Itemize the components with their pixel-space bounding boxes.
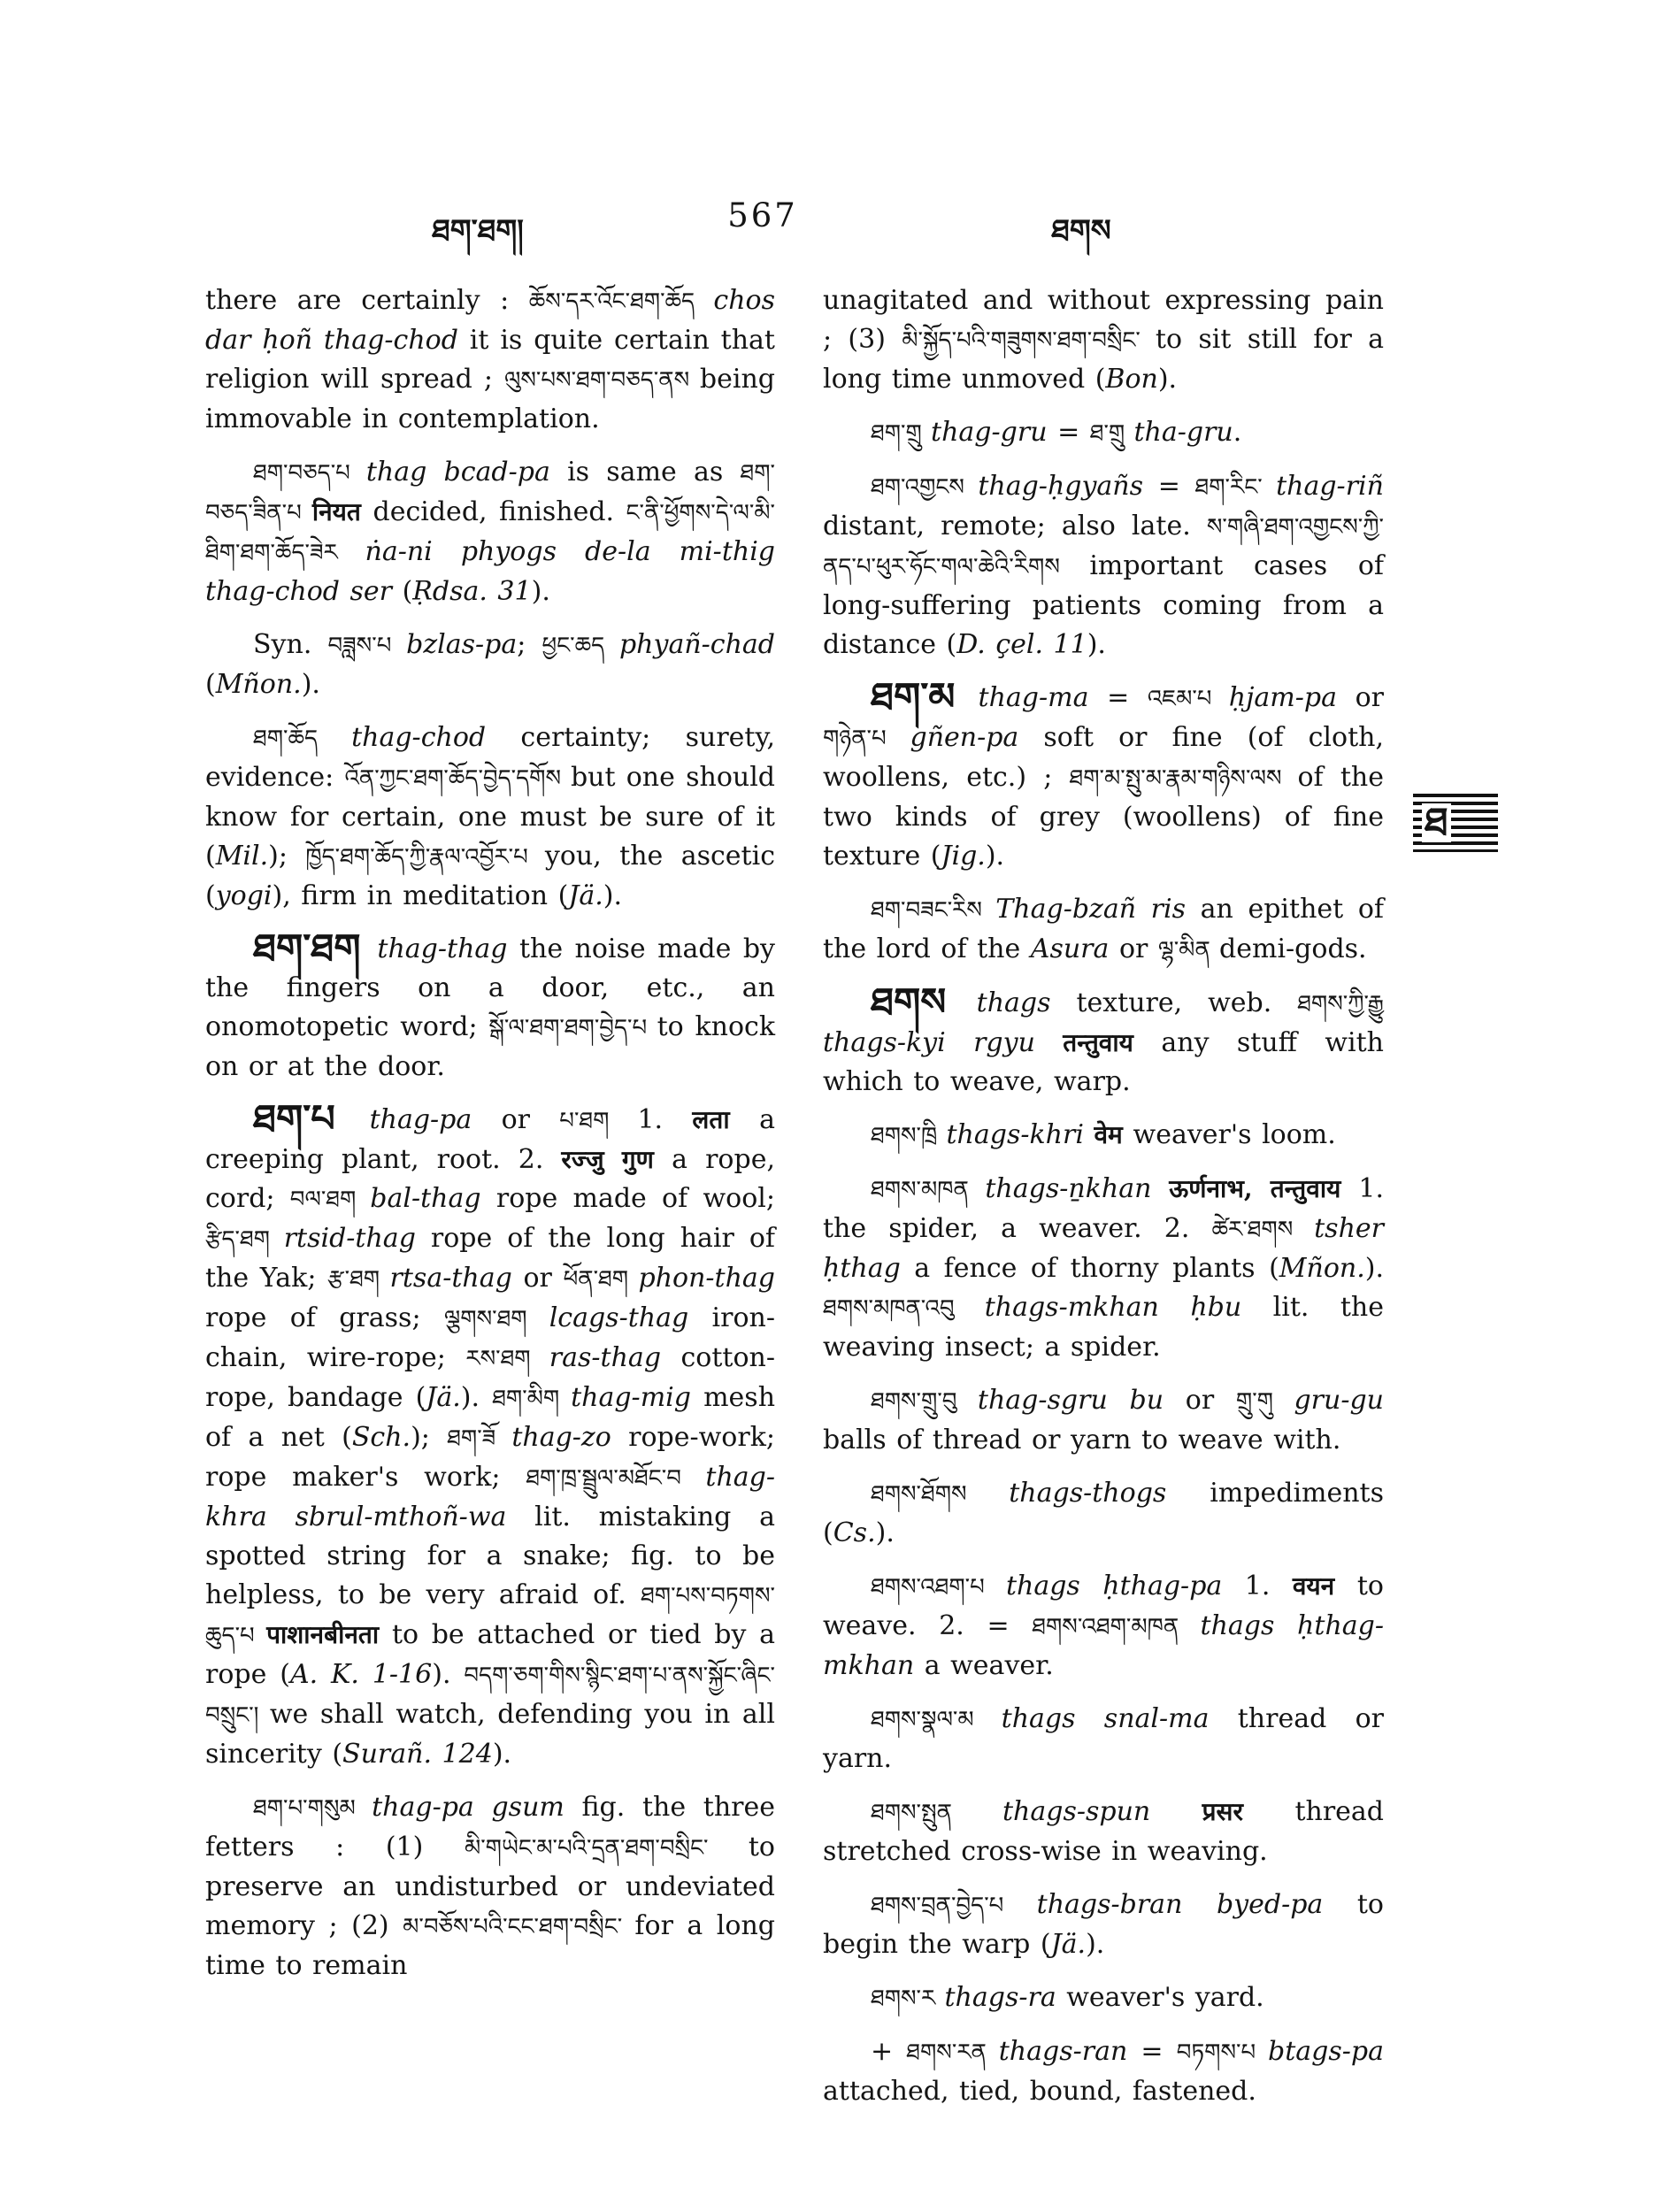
dictionary-paragraph <box>823 413 1384 453</box>
definition-text: ). <box>460 1382 493 1413</box>
definition-text: we shall watch, defending you in all sincerity ( <box>205 1699 775 1770</box>
transliteration: thags-mkhan ḥbu <box>984 1292 1273 1323</box>
transliteration: Thag-bzañ ris <box>995 894 1201 925</box>
tibetan-text: བལ་ཐག <box>289 1187 371 1213</box>
definition-text: a creeping plant, root. 2. <box>205 1104 775 1175</box>
definition-text: rope of grass; <box>205 1302 444 1333</box>
tibetan-text: གཉེན་པ <box>823 726 910 752</box>
transliteration: thags-ran <box>998 2036 1128 2067</box>
definition-text: decided, finished. <box>373 496 626 527</box>
tibetan-headword: ཐག་པ <box>253 1097 370 1141</box>
definition-text: rope of the long hair of the Yak; <box>205 1223 775 1294</box>
transliteration: thag-pa <box>369 1104 502 1135</box>
transliteration: thags-khri <box>946 1119 1094 1150</box>
transliteration: thag bcad-pa <box>365 457 568 488</box>
dictionary-paragraph <box>823 980 1384 1102</box>
transliteration: thag-mig <box>571 1382 704 1413</box>
tibetan-text: ཐགས་ཀྱི་རྒྱུ <box>1297 991 1384 1018</box>
transliteration: ṅa-ni phyogs de-la mi-thig thag-chod ser <box>205 536 775 607</box>
transliteration: gñen-pa <box>910 722 1044 753</box>
transliteration: Ṛdsa. 31 <box>412 576 532 607</box>
dictionary-paragraph <box>205 1788 775 1985</box>
definition-text: to preserve an undisturbed or undeviated memory ; (2) <box>205 1832 775 1941</box>
definition-text: rope-work; rope maker's work; <box>205 1422 775 1493</box>
tibetan-text: ཐགས་རན <box>906 2039 999 2066</box>
tibetan-headword: ཐག་མ <box>871 675 979 719</box>
tibetan-text: མ་བཅོས་པའི་ངང་ཐག་བསྲིང་ <box>403 1914 635 1940</box>
definition-text: certainty; surety, evidence: <box>205 722 775 793</box>
tibetan-text: ཐགས་བྲན་བྱེད་པ <box>871 1893 1037 1919</box>
definition-text: iron-chain, wire-rope; <box>205 1302 775 1373</box>
transliteration: ras-thag <box>549 1342 681 1373</box>
tibetan-text: པ་ཐག <box>559 1108 638 1134</box>
transliteration: thags ḥthag-pa <box>1005 1571 1245 1601</box>
tibetan-text: ཐག་ཆོད <box>253 726 352 752</box>
tibetan-text: ཐགས་ར <box>871 1985 945 2012</box>
definition-text: ). <box>432 1659 465 1690</box>
definition-text: a rope, cord; <box>205 1144 775 1214</box>
definition-text: being immovable in contemplation. <box>205 364 775 434</box>
transliteration: bzlas-pa <box>406 629 518 660</box>
transliteration: thags-ra <box>944 1982 1067 2013</box>
definition-text: impediments ( <box>823 1478 1385 1548</box>
dictionary-paragraph <box>205 626 775 704</box>
transliteration: thag-ma <box>978 682 1089 713</box>
tibetan-headword: ཐགས <box>871 980 977 1025</box>
transliteration: thag-sgru bu <box>977 1385 1186 1416</box>
tibetan-text: འཇམ་པ <box>1147 686 1229 712</box>
definition-text: ). <box>1364 1253 1384 1284</box>
transliteration: thag-riñ <box>1276 471 1384 502</box>
tibetan-text: ཐག་བཅད་ཟིན་པ <box>205 460 775 526</box>
definition-text: unagitated and without expressing pain ; (3) <box>823 285 1384 355</box>
definition-text: ); <box>268 841 306 872</box>
sanskrit-text: रज्जु गुण <box>561 1145 672 1174</box>
dictionary-paragraph <box>823 1116 1384 1156</box>
definition-text: = <box>1088 682 1148 713</box>
sanskrit-text: लता <box>692 1105 760 1134</box>
definition-text: to begin the warp ( <box>823 1889 1384 1960</box>
dictionary-paragraph <box>205 926 775 1087</box>
tibetan-text: རས་ཐག <box>465 1346 549 1372</box>
definition-text: or <box>501 1104 560 1135</box>
transliteration: Jig. <box>941 841 986 872</box>
tibetan-text: མི་གཡེང་མ་པའི་དྲན་ཐག་བསྲིང་ <box>464 1835 749 1862</box>
definition-text: ). <box>1086 1929 1105 1960</box>
definition-text: distant, remote; also late. <box>823 511 1207 541</box>
definition-text: cotton-rope, bandage ( <box>205 1342 775 1413</box>
tibetan-text: ཕོན་ཐག <box>563 1266 639 1293</box>
definition-text: ). <box>492 1739 512 1770</box>
transliteration: tha-gru <box>1133 417 1233 448</box>
tibetan-text: ལུས་པས་ཐག་བཅད་ནས <box>504 367 700 394</box>
definition-text: a fence of thorny plants ( <box>914 1253 1279 1284</box>
sanskrit-text: पाशानबीनता <box>266 1620 392 1649</box>
sanskrit-text: प्रसर <box>1202 1797 1295 1826</box>
sanskrit-text: तन्तुवाय <box>1063 1028 1162 1057</box>
definition-text: lit. the weaving insect; a spider. <box>823 1292 1384 1363</box>
tibetan-text: རྩ་ཐག <box>327 1266 390 1293</box>
header-left-keyword: ཐག་ཐག། <box>432 213 524 249</box>
definition-text: ). <box>1087 629 1106 660</box>
tibetan-text: ཐགས་ཁྲི <box>871 1123 947 1149</box>
dictionary-paragraph <box>823 281 1384 399</box>
dictionary-paragraph <box>205 281 775 439</box>
definition-text: for a long time to remain <box>205 1910 775 1981</box>
tibetan-text: བཏགས་པ <box>1176 2039 1269 2066</box>
transliteration: thag-thag <box>377 933 519 964</box>
transliteration: thag-gru <box>931 417 1048 448</box>
tibetan-text: ཐགས་མཁན་འབུ <box>823 1295 985 1322</box>
tibetan-text: གྲུ་གུ <box>1235 1388 1294 1415</box>
tibetan-text: ཆོས་དར་འོང་ཐག་ཆོད <box>528 288 714 315</box>
definition-text: ; <box>517 629 542 660</box>
definition-text: 1. <box>1244 1571 1293 1601</box>
dictionary-paragraph <box>823 1700 1384 1778</box>
thumb-tab-letter: ཐ <box>1422 803 1451 842</box>
transliteration: yogi <box>215 880 273 911</box>
transliteration: thags-ṉkhan <box>985 1173 1170 1204</box>
definition-text: = <box>1143 471 1195 502</box>
page-number: 567 <box>727 196 798 234</box>
right-column <box>823 281 1384 2125</box>
definition-text: to weave. 2. = <box>823 1571 1384 1641</box>
transliteration: gru-gu <box>1294 1385 1384 1416</box>
sanskrit-text: वेम <box>1094 1120 1133 1149</box>
definition-text: or <box>1118 933 1158 964</box>
definition-text: thread stretched cross-wise in weaving. <box>823 1796 1385 1867</box>
definition-text: the noise made by the fingers on a door, etc., an onomotopetic word; <box>205 933 775 1042</box>
definition-text: 1. <box>637 1104 693 1135</box>
definition-text: to be attached or tied by a rope ( <box>205 1619 775 1690</box>
transliteration: Jä. <box>1050 1929 1087 1960</box>
tibetan-text: ཐགས་མཁན <box>871 1177 986 1203</box>
dictionary-paragraph <box>823 890 1384 970</box>
transliteration: thags-bran byed-pa <box>1036 1889 1357 1920</box>
transliteration: btags-pa <box>1268 2036 1384 2067</box>
tibetan-text: བདག་ཅག་གིས་སྙིང་ཐག་པ་ནས་སྐྱོང་ཞིང་བསྲུང་། <box>205 1663 775 1729</box>
transliteration: lcags-thag <box>549 1302 712 1333</box>
definition-text: lit. mistaking a spotted string for a snake; fig. to be helpless, to be very afraid of. <box>205 1502 775 1610</box>
dictionary-paragraph <box>205 718 775 916</box>
tibetan-text: བཟླས་པ <box>327 633 407 659</box>
transliteration: tsher ḥthag <box>823 1213 1384 1284</box>
tibetan-text: ཐགས་སྣལ་མ <box>871 1707 1002 1733</box>
definition-text: it is quite certain that religion will spread ; <box>205 325 775 395</box>
transliteration: A. K. 1-16 <box>289 1659 433 1690</box>
definition-text: an epithet of the lord of the <box>823 894 1384 964</box>
definition-text: + <box>871 2036 907 2067</box>
sanskrit-text: नियत <box>311 497 373 526</box>
definition-text: ( <box>402 576 413 607</box>
tibetan-text: མི་སྐྱོད་པའི་གཟུགས་ཐག་བསྲིང་ <box>902 327 1156 354</box>
definition-text: attached, tied, bound, fastened. <box>823 2076 1256 2107</box>
dictionary-paragraph <box>823 2032 1384 2111</box>
tibetan-text: ཐག་བཟང་རིས <box>871 897 996 924</box>
tibetan-text: རྩིད་ཐག <box>205 1226 284 1253</box>
tibetan-text: ས་གཞི་ཐག་འགྱངས་ཀྱི་ནད་པ་ཕུར་ཧོང་གལ་ཆེའི་རིགས <box>823 514 1384 580</box>
transliteration: thag-zo <box>511 1422 629 1453</box>
transliteration: Bon <box>1105 364 1158 395</box>
tibetan-text: ཐགས་སྤུན <box>871 1800 1002 1826</box>
definition-text: ( <box>205 669 216 700</box>
dictionary-paragraph <box>823 1978 1384 2018</box>
definition-text: or <box>1185 1385 1236 1416</box>
definition-text: to sit still for a long time unmoved ( <box>823 324 1384 395</box>
tibetan-text: ཐག་འགྱངས <box>871 474 979 501</box>
dictionary-paragraph <box>823 1170 1384 1367</box>
tibetan-text: ཐག་བཅད་པ <box>253 460 366 487</box>
definition-text: fig. the three fetters : (1) <box>205 1792 775 1863</box>
tibetan-headword: ཐག་ཐག <box>253 926 378 971</box>
definition-text: any stuff with which to weave, warp. <box>823 1027 1384 1097</box>
definition-text: of the two kinds of grey (woollens) of fine texture ( <box>823 762 1384 872</box>
tibetan-text: ཐག་པ་གསུམ <box>253 1795 373 1822</box>
transliteration: rtsa-thag <box>389 1263 524 1294</box>
definition-text: ). <box>603 880 623 911</box>
sanskrit-text: ऊर्णनाभ, तन्तुवाय <box>1169 1174 1359 1203</box>
dictionary-paragraph <box>823 1567 1384 1686</box>
definition-text: 1. the spider, a weaver. 2. <box>823 1173 1384 1244</box>
tibetan-text: ཕྱང་ཆད <box>541 633 619 659</box>
tibetan-text: ཐག་མིག <box>492 1386 572 1412</box>
dictionary-paragraph <box>823 1886 1384 1964</box>
transliteration: thag-khra sbrul-mthoñ-wa <box>205 1462 776 1532</box>
definition-text: = <box>1127 2036 1177 2067</box>
definition-text: weaver's loom. <box>1133 1119 1336 1150</box>
definition-text: to knock on or at the door. <box>205 1011 775 1082</box>
dictionary-paragraph <box>205 1097 776 1774</box>
tibetan-text: ཐག་མ་སྤུ་མ་རྣམ་གཉིས་ལས <box>1069 765 1298 792</box>
tibetan-text: ཐགས་གྲུ་བུ <box>871 1388 978 1415</box>
dictionary-paragraph <box>823 467 1384 664</box>
transliteration: rtsid-thag <box>283 1223 431 1254</box>
transliteration: thags-thogs <box>1009 1478 1210 1509</box>
definition-text: is same as <box>567 457 741 488</box>
tibetan-text: ཐག་པས་བཏགས་ཆུད་པ <box>205 1583 775 1649</box>
dictionary-paragraph <box>823 1381 1384 1460</box>
transliteration: D. çel. 11 <box>956 629 1087 660</box>
definition-text: ), firm in meditation ( <box>272 880 569 911</box>
tibetan-text: ཐ་གྲུ <box>1089 420 1134 447</box>
dictionary-paragraph <box>823 1474 1384 1553</box>
transliteration: Sch. <box>351 1422 411 1453</box>
definition-text: ); <box>411 1422 448 1453</box>
definition-text: ). <box>985 841 1005 872</box>
margin-thumb-tab <box>1413 794 1498 852</box>
tibetan-text: ཁྱོད་ཐག་ཆོད་ཀྱི་རྣལ་འབྱོར་པ <box>305 844 545 871</box>
transliteration: bal-thag <box>370 1183 496 1214</box>
definition-text: thread or yarn. <box>823 1703 1384 1774</box>
definition-text: there are certainly : <box>205 285 529 316</box>
definition-text: demi-gods. <box>1219 933 1367 964</box>
definition-text: rope made of wool; <box>495 1183 775 1214</box>
tibetan-text: ཚེར་ཐགས <box>1211 1217 1315 1243</box>
transliteration: phon-thag <box>638 1263 775 1294</box>
definition-text: = <box>1047 417 1090 448</box>
transliteration: phyañ-chad <box>618 629 775 660</box>
definition-text: or <box>1355 682 1384 713</box>
transliteration: Mñon. <box>215 669 302 700</box>
transliteration: Surañ. 124 <box>342 1739 493 1770</box>
transliteration: thag-ḥgyañs <box>978 471 1144 502</box>
header-right-keyword: ཐགས <box>1051 213 1111 249</box>
transliteration: chos dar ḥoñ thag-chod <box>205 285 775 356</box>
definition-text: or <box>523 1263 564 1294</box>
definition-text: mesh of a net ( <box>205 1382 776 1453</box>
definition-text: you, the ascetic ( <box>205 841 775 911</box>
transliteration: Mil. <box>215 841 269 872</box>
transliteration: thags snal-ma <box>1001 1703 1238 1734</box>
dictionary-paragraph <box>823 675 1384 876</box>
tibetan-text: ཐག་ཟོ <box>447 1425 512 1452</box>
tibetan-text: འོན་ཀྱང་ཐག་ཆོད་བྱེད་དགོས <box>344 765 571 792</box>
transliteration: ḥjam-pa <box>1228 682 1356 713</box>
left-column <box>205 281 775 2000</box>
dictionary-paragraph <box>823 1793 1384 1871</box>
transliteration: Asura <box>1030 933 1119 964</box>
definition-text: ). <box>1157 364 1178 395</box>
tibetan-text: ཐགས་འཐག་པ <box>871 1574 1006 1601</box>
transliteration: Jä. <box>568 880 603 911</box>
definition-text: ). <box>875 1517 895 1548</box>
tibetan-text: ཐགས་འཐག་མཁན <box>1032 1614 1201 1640</box>
transliteration: thag-chod <box>351 722 521 753</box>
tibetan-text: ལྕགས་ཐག <box>443 1306 549 1333</box>
definition-text: Syn. <box>253 629 328 660</box>
transliteration: thags-kyi rgyu <box>823 1027 1064 1058</box>
definition-text: ). <box>301 669 320 700</box>
transliteration: Jä. <box>426 1382 461 1413</box>
transliteration: thags-spun <box>1002 1796 1202 1827</box>
tibetan-text: ཐག་གྲུ <box>871 420 932 447</box>
transliteration: thag-pa gsum <box>372 1792 582 1823</box>
tibetan-text: ལྷ་མིན <box>1157 937 1220 964</box>
tibetan-text: ཐགས་ཐོགས <box>871 1481 1010 1508</box>
definition-text: soft or fine (of cloth, woollens, etc.) ; <box>823 722 1384 793</box>
tibetan-text: སྒོ་ལ་ཐག་ཐག་བྱེད་པ <box>488 1015 657 1041</box>
tibetan-text: ཐག་ཁྲ་སྦྲུལ་མཐོང་བ <box>526 1465 706 1492</box>
sanskrit-text: वयन <box>1292 1571 1357 1601</box>
definition-text: ). <box>531 576 550 607</box>
definition-text: . <box>1233 417 1242 448</box>
transliteration: Mñon. <box>1279 1253 1365 1284</box>
definition-text: texture, web. <box>1076 987 1298 1018</box>
definition-text: balls of thread or yarn to weave with. <box>823 1425 1341 1455</box>
tibetan-text: ཐག་རིང་ <box>1194 474 1277 501</box>
transliteration: thags ḥthag-mkhan <box>823 1610 1384 1681</box>
definition-text: a weaver. <box>924 1650 1054 1681</box>
transliteration: thags <box>976 987 1077 1018</box>
definition-text: but one should know for certain, one must be sure of it ( <box>205 762 776 872</box>
tibetan-text: ང་ནི་ཕྱོགས་དེ་ལ་མི་ཐིག་ཐག་ཆོད་ཟེར <box>205 500 775 566</box>
dictionary-paragraph <box>205 453 775 611</box>
definition-text: important cases of long-suffering patients coming from a distance ( <box>823 550 1385 660</box>
definition-text: weaver's yard. <box>1066 1982 1264 2013</box>
transliteration: Cs. <box>833 1517 876 1548</box>
